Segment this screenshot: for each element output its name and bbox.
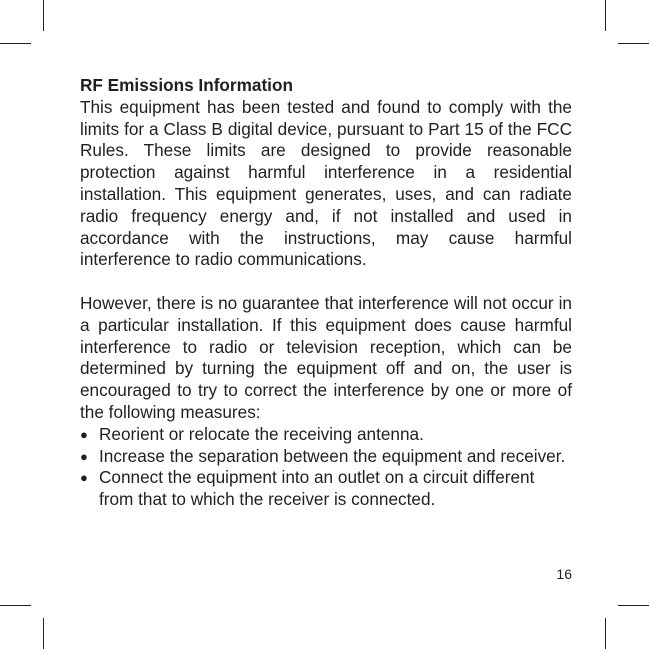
bullet-icon: ● (80, 426, 88, 442)
list-item (80, 446, 572, 468)
bullet-icon: ● (80, 470, 88, 486)
document-body (80, 75, 572, 511)
interference-paragraph: However, there is no guarantee that interference will not occur in a particular installation. If this equipment does cause harmful interference to radio or television reception, which can be determined by turning the equipment off and on, the user is encouraged to try to correct the interference by one or more of the following measures: (80, 292, 572, 422)
list-item (80, 424, 572, 446)
measure-text: Increase the separation between the equipment and receiver. (99, 445, 566, 466)
crop-mark-top-left-horizontal (0, 43, 31, 44)
crop-mark-top-right-horizontal (618, 43, 649, 44)
crop-mark-bottom-right-horizontal (618, 605, 649, 606)
paragraph-spacer (80, 271, 572, 293)
page-number: 16 (556, 566, 572, 582)
measure-text: Connect the equipment into an outlet on a circuit different from that to which the receiver is connected. (99, 467, 535, 510)
crop-mark-bottom-right-vertical (605, 618, 606, 649)
measure-text: Reorient or relocate the receiving antenna. (99, 423, 424, 444)
measures-list (80, 424, 572, 511)
crop-mark-bottom-left-vertical (43, 618, 44, 649)
crop-mark-bottom-left-horizontal (0, 605, 31, 606)
crop-mark-top-left-vertical (43, 0, 44, 31)
list-item (80, 467, 572, 511)
bullet-icon: ● (80, 448, 88, 464)
crop-mark-top-right-vertical (605, 0, 606, 31)
section-heading: RF Emissions Information (80, 75, 293, 95)
rf-compliance-paragraph: This equipment has been tested and found to comply with the limits for a Class B digital device, pursuant to Part 15 of the FCC Rules. These limits are designed to provide reasonable protection against harmful interference in a residential installation. This equipment generates, uses, and can radiate radio frequency energy and, if not installed and used in accordance with the instructions, may cause harmful interference to radio communications. (80, 96, 572, 270)
